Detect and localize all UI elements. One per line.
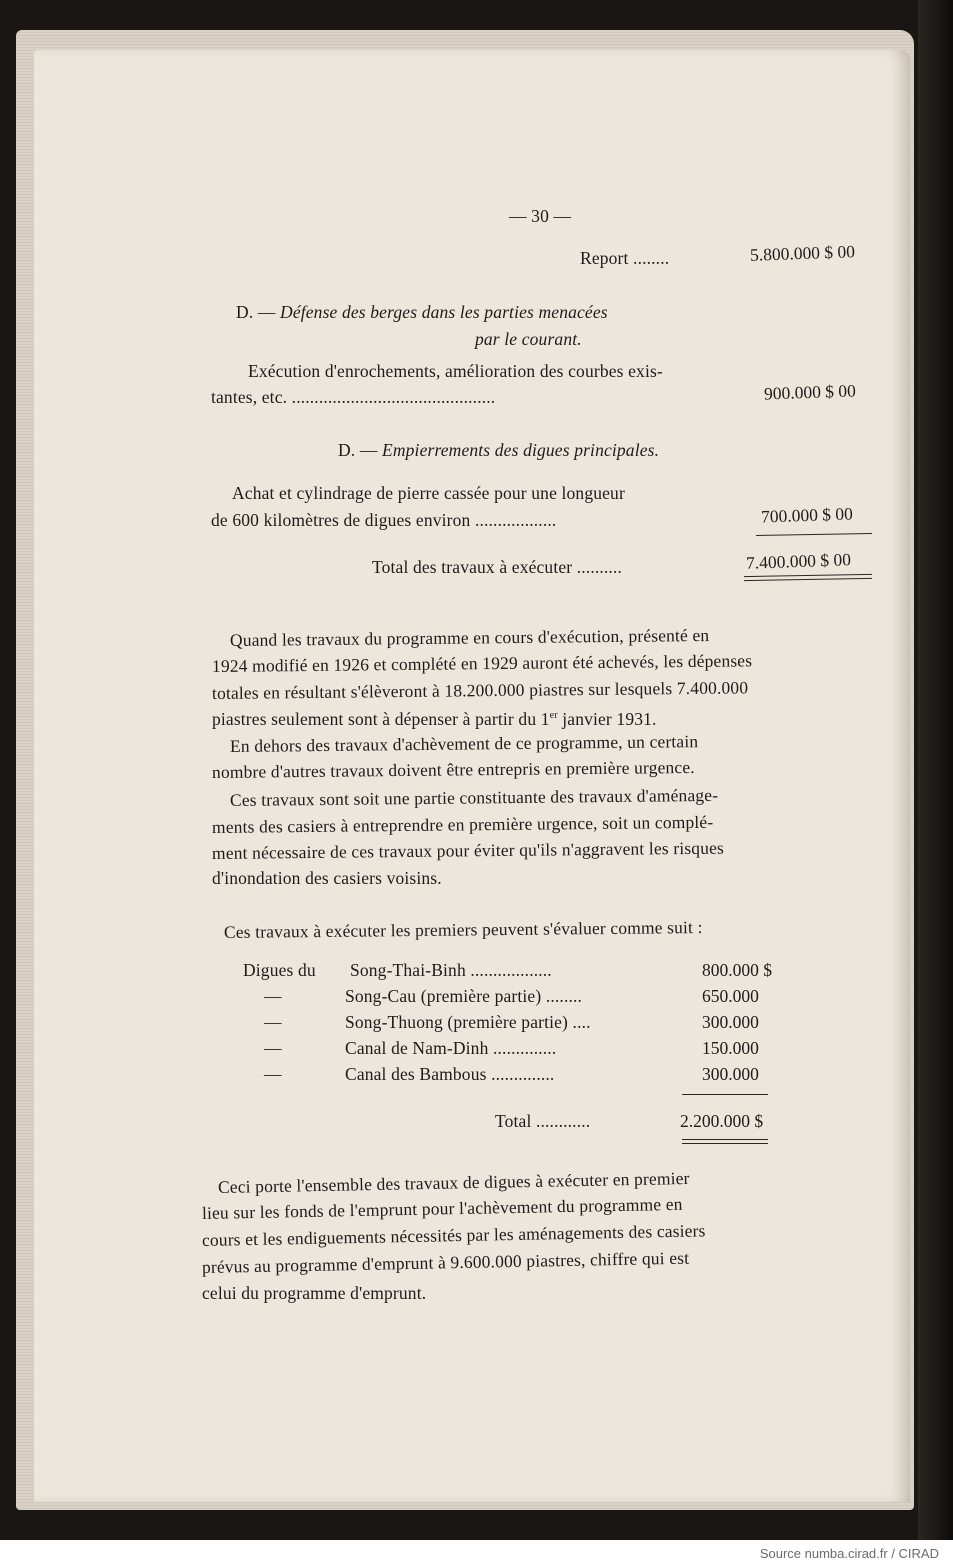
section-d2-prefix: D. — [338,440,378,460]
paragraph3-line4: d'inondation des casiers voisins. [212,868,442,888]
paragraph3-line2: ments des casiers à entreprendre en première urgence, soit un complé- [211,811,714,837]
paragraph1-line4-start: piastres seulement sont à dépenser à partir du 1 [212,709,550,729]
paragraph3-line3: ment nécessaire de ces travaux pour éviter qu'ils n'aggravent les risques [211,837,725,863]
dike-amount: 150.000 [702,1038,759,1058]
dike-name: Song-Thuong (première partie) .... [345,1012,591,1032]
dike-name: Song-Cau (première partie) ........ [345,986,583,1006]
dikes-total-label: Total ............ [495,1111,591,1131]
paragraph5-line2: lieu sur les fonds de l'emprunt pour l'achèvement du programme en [201,1193,683,1223]
section-d2-title: Empierrements des digues principales. [382,440,660,460]
section-d2-amount: 700.000 $ 00 [760,503,854,527]
book-spine [918,0,953,1540]
dike-amount: 800.000 $ [702,960,772,980]
paragraph1-line4-superscript: er [549,710,558,722]
total-works-amount: 7.400.000 $ 00 [745,549,852,573]
dikes-total-double-rule [682,1139,768,1144]
paragraph2-line1: En dehors des travaux d'achèvement de ce programme, un certain [229,731,699,756]
dike-prefix: — [264,1012,282,1032]
subtotal-rule [756,533,872,536]
paragraph1-line3: totales en résultant s'élèveront à 18.200.000 piastres sur lesquels 7.400.000 [211,677,749,703]
source-credit: Source numba.cirad.fr / CIRAD [759,1546,939,1561]
dike-amount: 300.000 [702,1012,759,1032]
dike-amount: 300.000 [702,1064,759,1084]
section-d2-heading [338,440,659,461]
dike-prefix: — [264,1064,282,1084]
paragraph1-line1: Quand les travaux du programme en cours d'exécution, présenté en [229,624,710,650]
dike-prefix: — [264,1038,282,1058]
dike-name: Song-Thai-Binh .................. [350,960,552,980]
paragraph3-line1: Ces travaux sont soit une partie constituante des travaux d'aménage- [229,784,719,810]
section-d1-title-line2: par le courant. [475,329,582,349]
paragraph2-line2: nombre d'autres travaux doivent être entrepris en première urgence. [211,756,695,782]
paragraph5-line5: celui du programme d'emprunt. [202,1283,427,1303]
paragraph5-line3: cours et les endiguements nécessités par les aménagements des casiers [201,1220,706,1250]
section-d1-body-line1: Exécution d'enrochements, amélioration des courbes exis- [248,361,663,381]
paragraph1-line4-end: janvier 1931. [557,709,657,729]
dike-prefix: Digues du [243,960,316,980]
dike-name: Canal de Nam-Dinh .............. [345,1038,557,1058]
document-page [34,50,910,1502]
section-d1-body-line2: tantes, etc. ............................................. [211,387,496,407]
paragraph1-line4 [212,709,657,730]
section-d1-heading [236,302,608,323]
section-d1-amount: 900.000 $ 00 [763,380,857,404]
section-d1-prefix: D. — [236,302,276,322]
section-d2-body-line1: Achat et cylindrage de pierre cassée pour une longueur [232,483,625,503]
report-label: Report ........ [580,248,670,268]
section-d1-title-line1: Défense des berges dans les parties menacées [280,302,608,322]
paragraph5-line4: prévus au programme d'emprunt à 9.600.000 piastres, chiffre qui est [201,1247,690,1277]
paragraph5-line1: Ceci porte l'ensemble des travaux de digues à exécuter en premier [217,1167,690,1197]
dikes-total-amount: 2.200.000 $ [680,1111,764,1131]
dike-prefix: — [264,986,282,1006]
section-d2-body-line2: de 600 kilomètres de digues environ .................. [211,510,557,530]
paragraph4: Ces travaux à exécuter les premiers peuvent s'évaluer comme suit : [223,916,703,942]
dike-amount: 650.000 [702,986,759,1006]
dikes-subtotal-rule [682,1094,768,1095]
page-number: — 30 — [509,206,572,226]
total-works-double-rule [744,574,872,581]
total-works-label: Total des travaux à exécuter .......... [372,557,623,577]
paragraph1-line2: 1924 modifié en 1926 et complété en 1929 auront été achevés, les dépenses [211,650,753,676]
report-amount: 5.800.000 $ 00 [749,241,856,265]
dike-name: Canal des Bambous .............. [345,1064,555,1084]
